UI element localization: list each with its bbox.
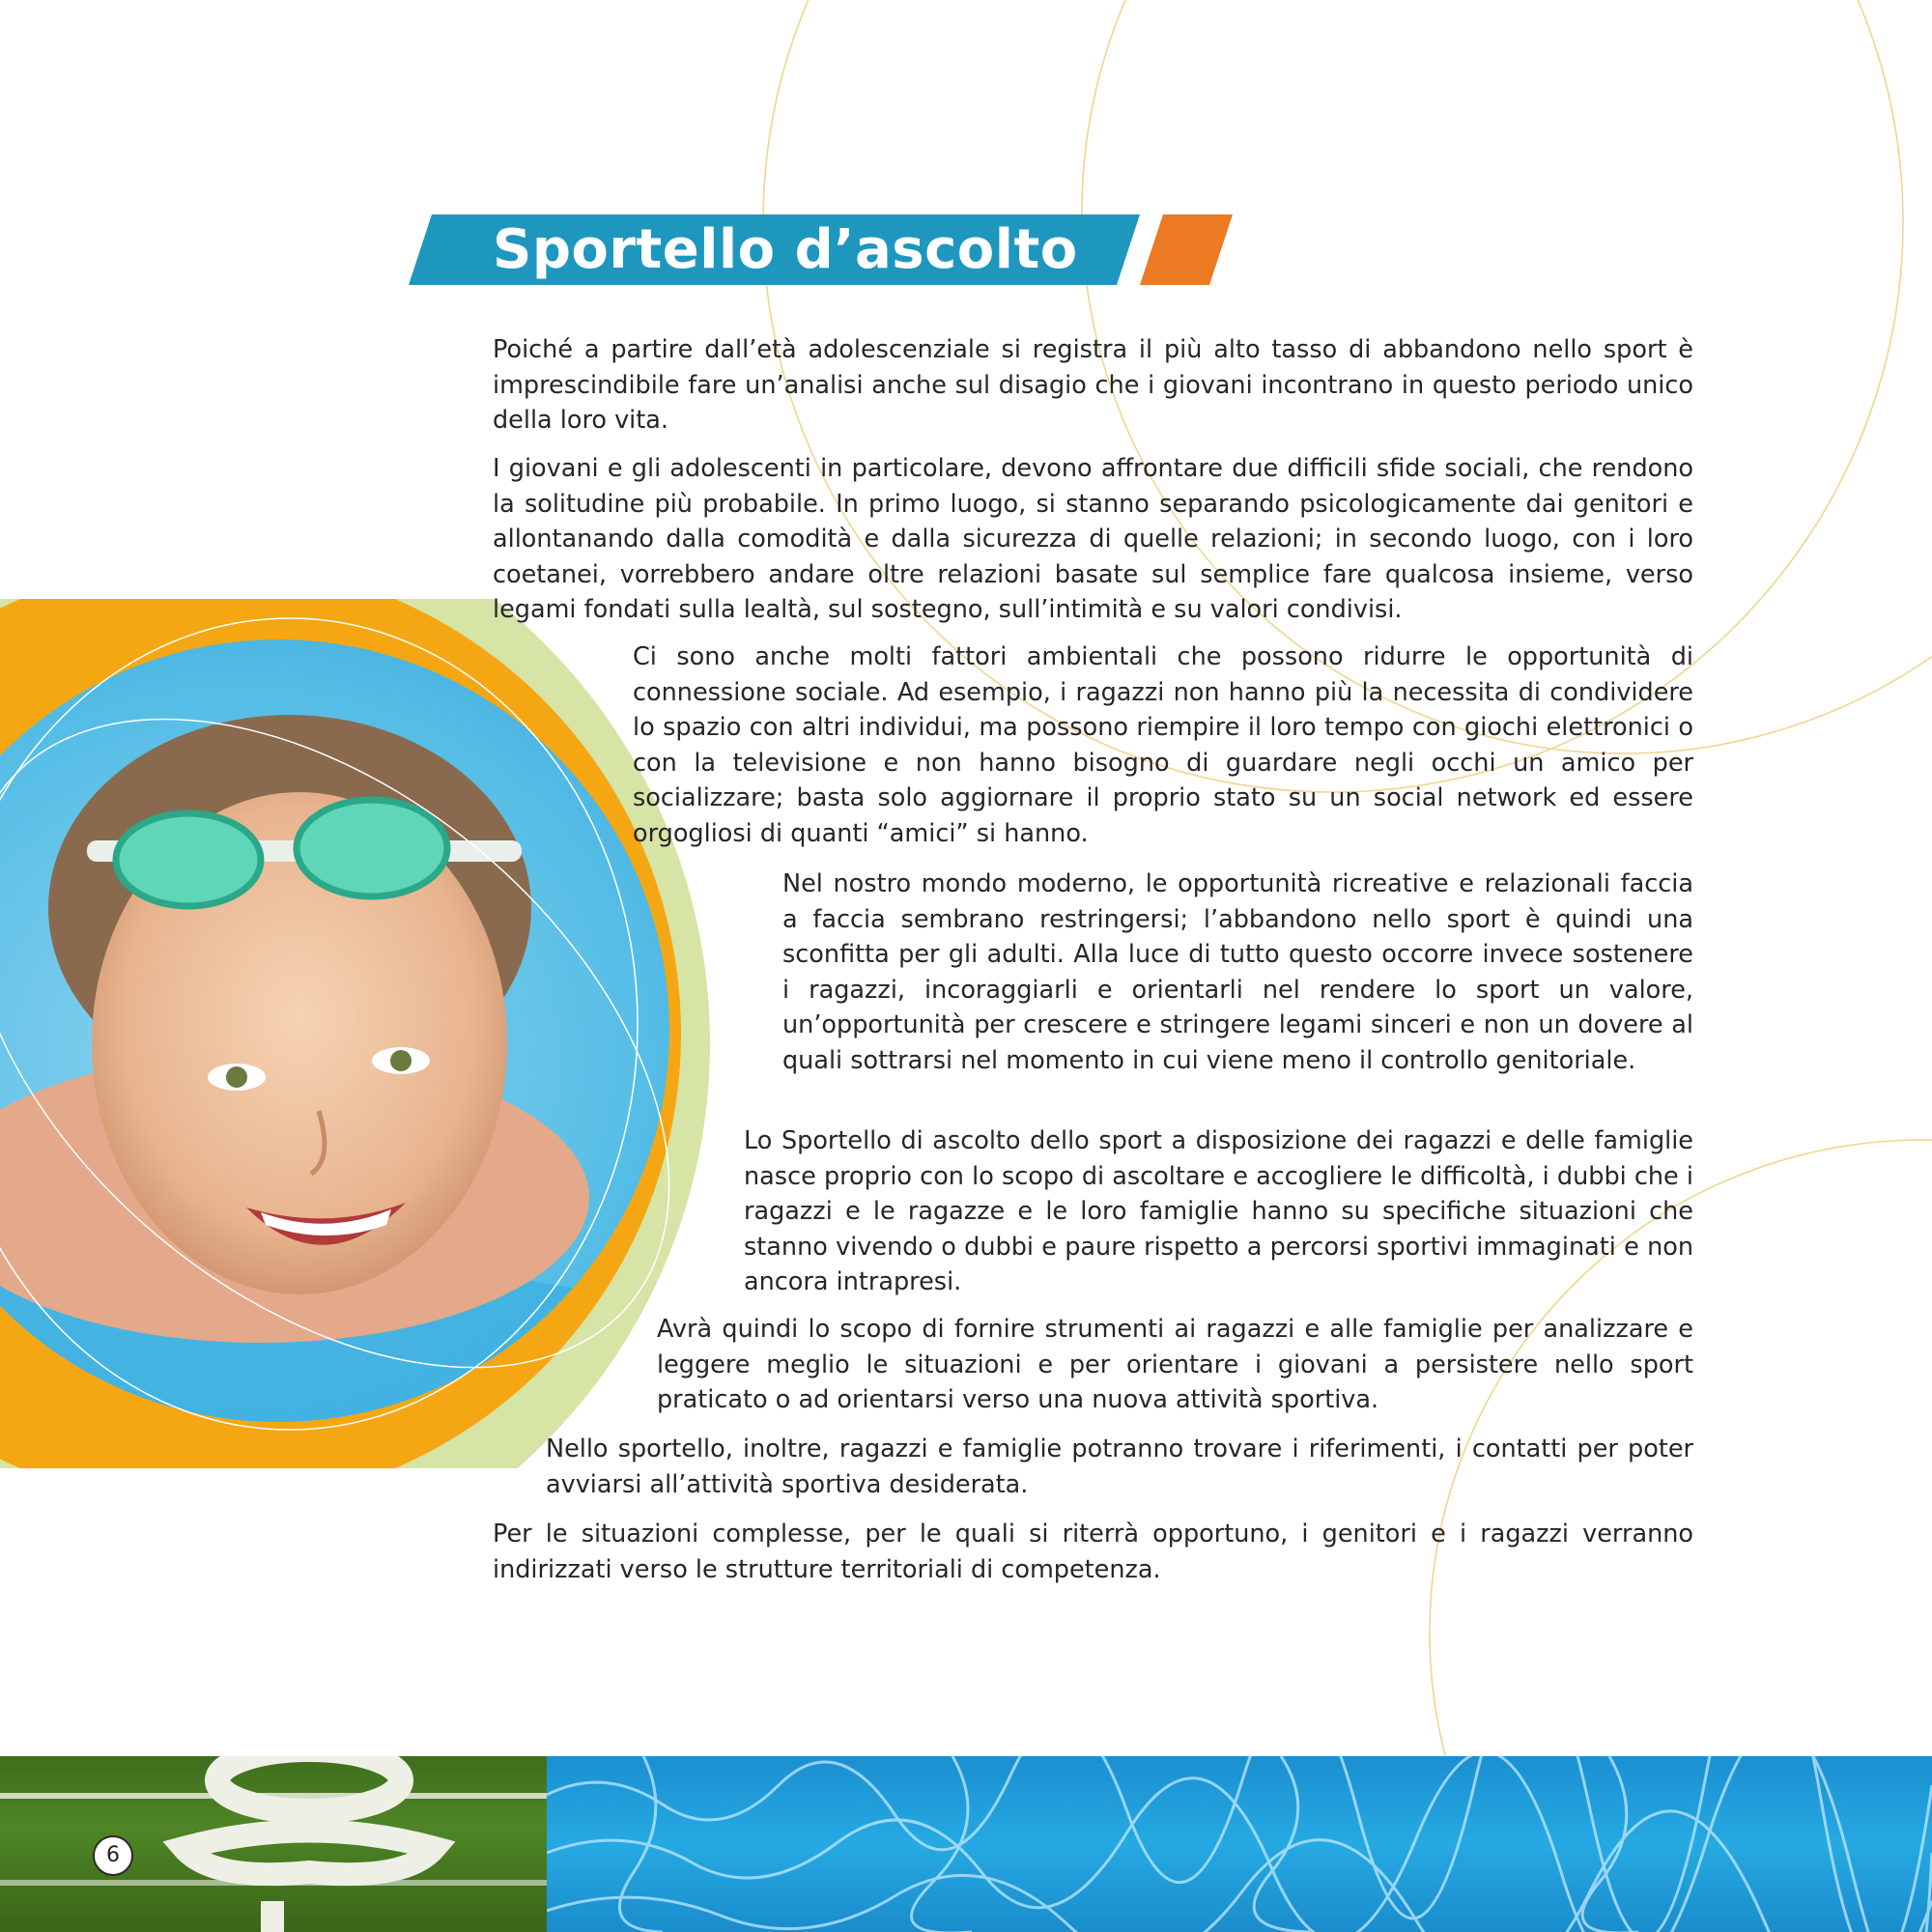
paragraph-4: Nel nostro mondo moderno, le opportunità ricreative e relazionali faccia a faccia sembrano restringersi; l’abbandono nello sport è quindi una sconfitta per gli adulti. Alla luce di tutto questo occorre invece sostenere i ragazzi, incoraggiarli e orientarli nel rendere lo sport un valore, un’opportunità per crescere e stringere legami sinceri e non un dovere al quali sottrarsi nel momento in cui viene meno il controllo genitoriale.	[782, 869, 1693, 1075]
paragraph-7: Nello sportello, inoltre, ragazzi e famiglie potranno trovare i riferimenti, i contatti per poter avviarsi all’attività sportiva desiderata.	[546, 1435, 1693, 1499]
paragraph-2: I giovani e gli adolescenti in particolare, devono affrontare due difficili sfide sociali, che rendono la solitudine più probabile. In primo luogo, si stanno separando psicologicamente dai genitori e allontanando dalla comodità e dalla sicurezza di quelle relazioni; in secondo luogo, con i loro coetanei, vorrebbero andare oltre relazioni basate sul semplice fare qualcosa insieme, verso legami fondati sulla lealtà, sul sostegno, sull’intimità e su valori condivisi.	[493, 454, 1693, 624]
paragraph-3: Ci sono anche molti fattori ambientali che possono ridurre le opportunità di connessione sociale. Ad esempio, i ragazzi non hanno più la necessita di condividere lo spazio con altri individui, ma possono riempire il loro tempo con giochi elettronici o con la televisione e non hanno bisogno di guardare negli occhi un amico per socializzare; basta solo aggiornare il proprio stato su un social network ed essere orgogliosi di quanti “amici” si hanno.	[633, 642, 1693, 848]
photo-illustration	[0, 599, 734, 1468]
paragraph-1: Poiché a partire dall’età adolescenziale si registra il più alto tasso di abbandono nello sport è imprescindibile fare un’analisi anche sul disagio che i giovani incontrano in questo periodo unico della loro vita.	[493, 335, 1693, 435]
water-caustics	[547, 1756, 1932, 1932]
page-title: Sportello d’ascolto	[493, 218, 1078, 281]
page-number: 6	[93, 1835, 133, 1876]
title-accent-block	[1140, 214, 1233, 285]
paragraph-8: Per le situazioni complesse, per le quali si riterrà opportuno, i genitori e i ragazzi verranno indirizzati verso le strutture territoriali di competenza.	[493, 1520, 1693, 1584]
paragraph-6: Avrà quindi lo scopo di fornire strumenti ai ragazzi e alle famiglie per analizzare e leggere meglio le situazioni e per orientare i giovani a persistere nello sport praticato o ad orientarsi verso una nuova attività sportiva.	[657, 1315, 1693, 1414]
footer-pool-water-image	[547, 1756, 1932, 1932]
field-number-graphic	[0, 1756, 547, 1932]
paragraph-5: Lo Sportello di ascolto dello sport a disposizione dei ragazzi e delle famiglie nasce proprio con lo scopo di ascoltare e accogliere le difficoltà, i dubbi che i ragazzi e le ragazze e le loro famiglie hanno su specifiche situazioni che stanno vivendo o dubbi e paure rispetto a percorsi sportivi immaginati e non ancora intrapresi.	[744, 1126, 1693, 1296]
child-swimmer-photo	[0, 599, 734, 1468]
footer-football-field-image	[0, 1756, 547, 1932]
